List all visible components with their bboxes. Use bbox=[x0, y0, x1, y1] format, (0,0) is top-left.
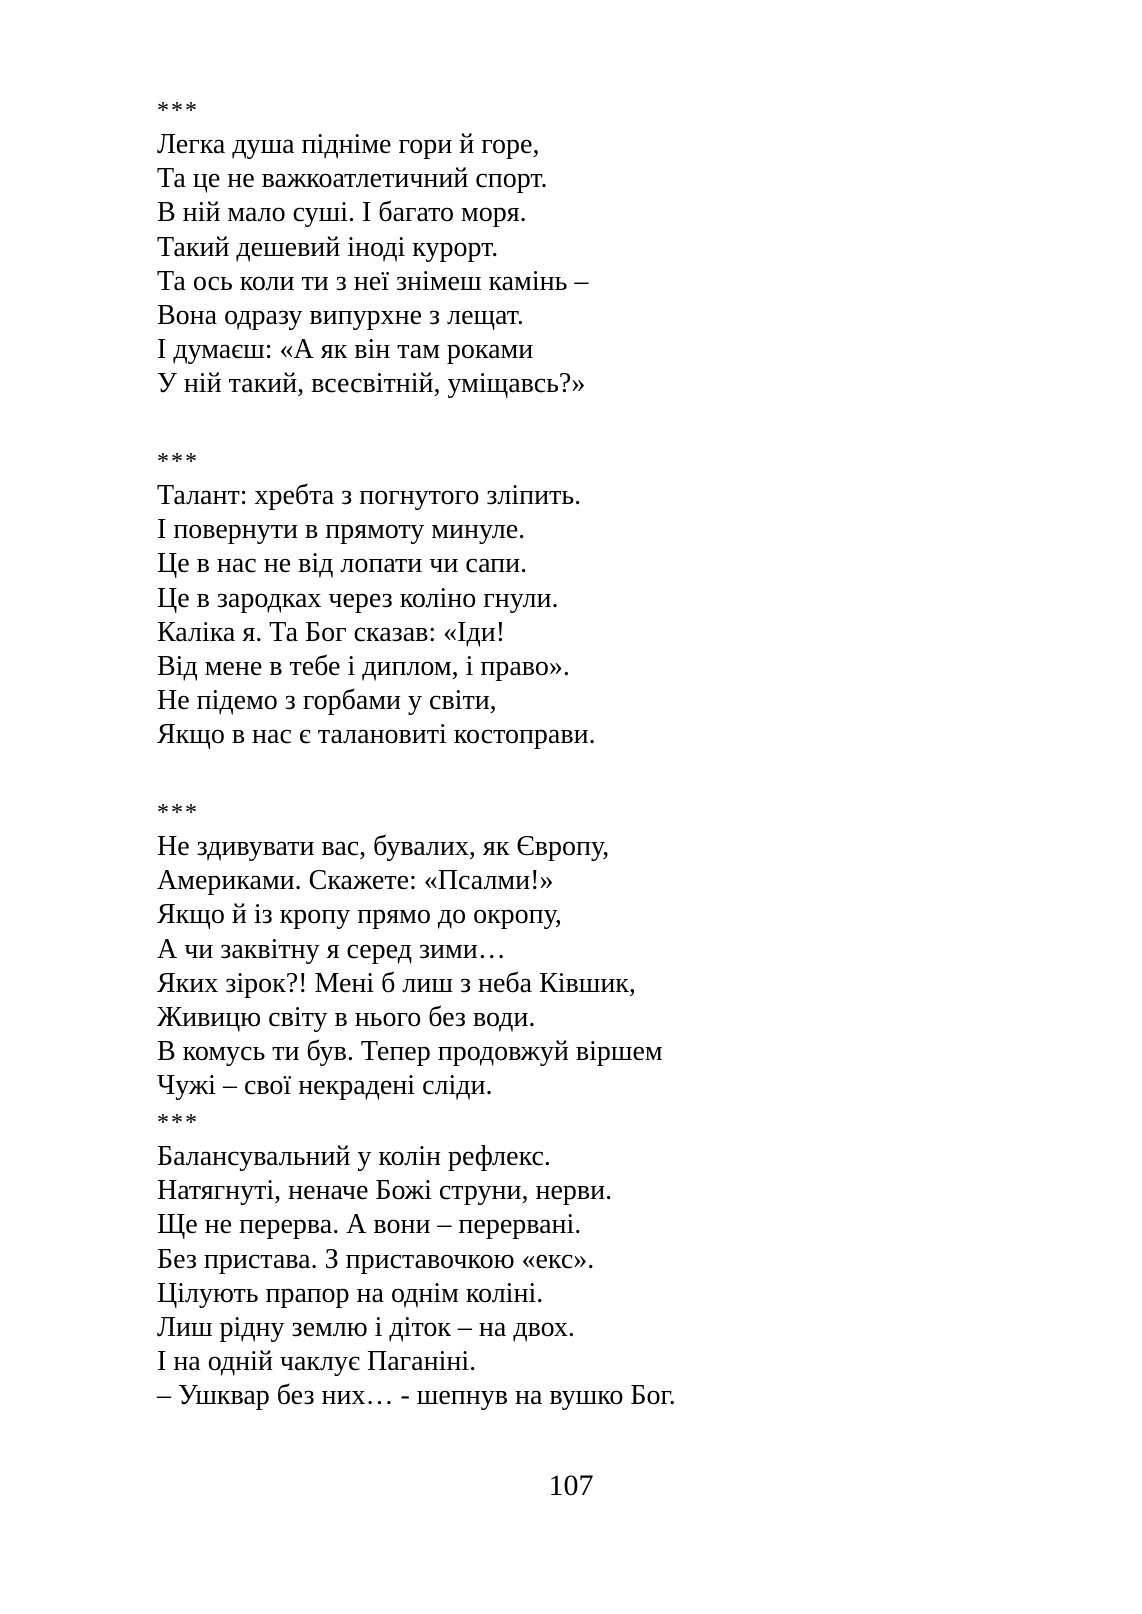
poem-line: – Ушквар без них… - шепнув на вушко Бог. bbox=[157, 1380, 676, 1412]
poem-separator: *** bbox=[157, 1110, 199, 1136]
poem-line: Балансувальний у колін рефлекс. bbox=[157, 1141, 551, 1172]
poem-1 bbox=[157, 94, 588, 402]
poem-separator: *** bbox=[157, 449, 199, 475]
poem-line: Натягнуті, неначе Божі струни, нерви. bbox=[157, 1175, 613, 1207]
poem-3 bbox=[157, 796, 663, 1104]
poem-separator: *** bbox=[157, 98, 199, 124]
poem-line: Живицю світу в нього без води. bbox=[157, 1001, 536, 1033]
page-number: 107 bbox=[548, 1469, 594, 1502]
poem-line: І повернути в прямоту минуле. bbox=[157, 514, 526, 546]
poem-separator: *** bbox=[157, 800, 199, 826]
poem-line: Лиш рідну землю і діток – на двох. bbox=[157, 1311, 575, 1343]
poem-line: Це в нас не від лопати чи сапи. bbox=[157, 548, 528, 580]
poem-line: Чужі – свої некрадені сліди. bbox=[157, 1070, 493, 1102]
poem-line: Від мене в тебе і диплом, і право». bbox=[157, 650, 570, 682]
poem-line: Це в зародках через коліно гнули. bbox=[157, 582, 559, 614]
poem-line: Талант: хребта з погнутого зліпить. bbox=[157, 480, 582, 511]
poem-line: Ще не перерва. А вони – перервані. bbox=[157, 1209, 582, 1241]
poem-2 bbox=[157, 445, 596, 753]
poem-line: Не здивувати вас, бувалих, як Європу, bbox=[157, 831, 610, 862]
poem-line: Якщо в нас є талановиті костоправи. bbox=[157, 719, 596, 751]
poem-line: Без пристава. З приставочкою «екс». bbox=[157, 1243, 595, 1275]
poem-line: В комусь ти був. Тепер продовжуй віршем bbox=[157, 1036, 663, 1068]
poem-line: Та це не важкоатлетичний спорт. bbox=[157, 163, 548, 195]
poem-4 bbox=[157, 1106, 676, 1414]
poem-line: У ній такий, всесвітній, уміщавсь?» bbox=[157, 368, 586, 400]
poem-line: Америками. Скажете: «Псалми!» bbox=[157, 865, 554, 897]
poem-line: Яких зірок?! Мені б лиш з неба Ківшик, bbox=[157, 967, 636, 999]
poem-line: Легка душа підніме гори й горе, bbox=[157, 129, 540, 160]
poem-line: В ній мало суші. І багато моря. bbox=[157, 197, 527, 229]
poem-line: Каліка я. Та Бог сказав: «Іди! bbox=[157, 616, 506, 648]
poem-line: І на одній чаклує Паганіні. bbox=[157, 1346, 477, 1378]
poem-line: Вона одразу випурхне з лещат. bbox=[157, 299, 524, 331]
poem-line: Такий дешевий іноді курорт. bbox=[157, 231, 499, 263]
poem-line: Цілують прапор на однім коліні. bbox=[157, 1277, 544, 1309]
poem-line: І думаєш: «А як він там роками bbox=[157, 334, 534, 366]
poem-line: А чи заквітну я серед зими… bbox=[157, 933, 506, 965]
poem-line: Та ось коли ти з неї знімеш камінь – bbox=[157, 265, 589, 297]
poem-line: Не підемо з горбами у світи, bbox=[157, 685, 497, 717]
poem-line: Якщо й із кропу прямо до окропу, bbox=[157, 899, 562, 931]
